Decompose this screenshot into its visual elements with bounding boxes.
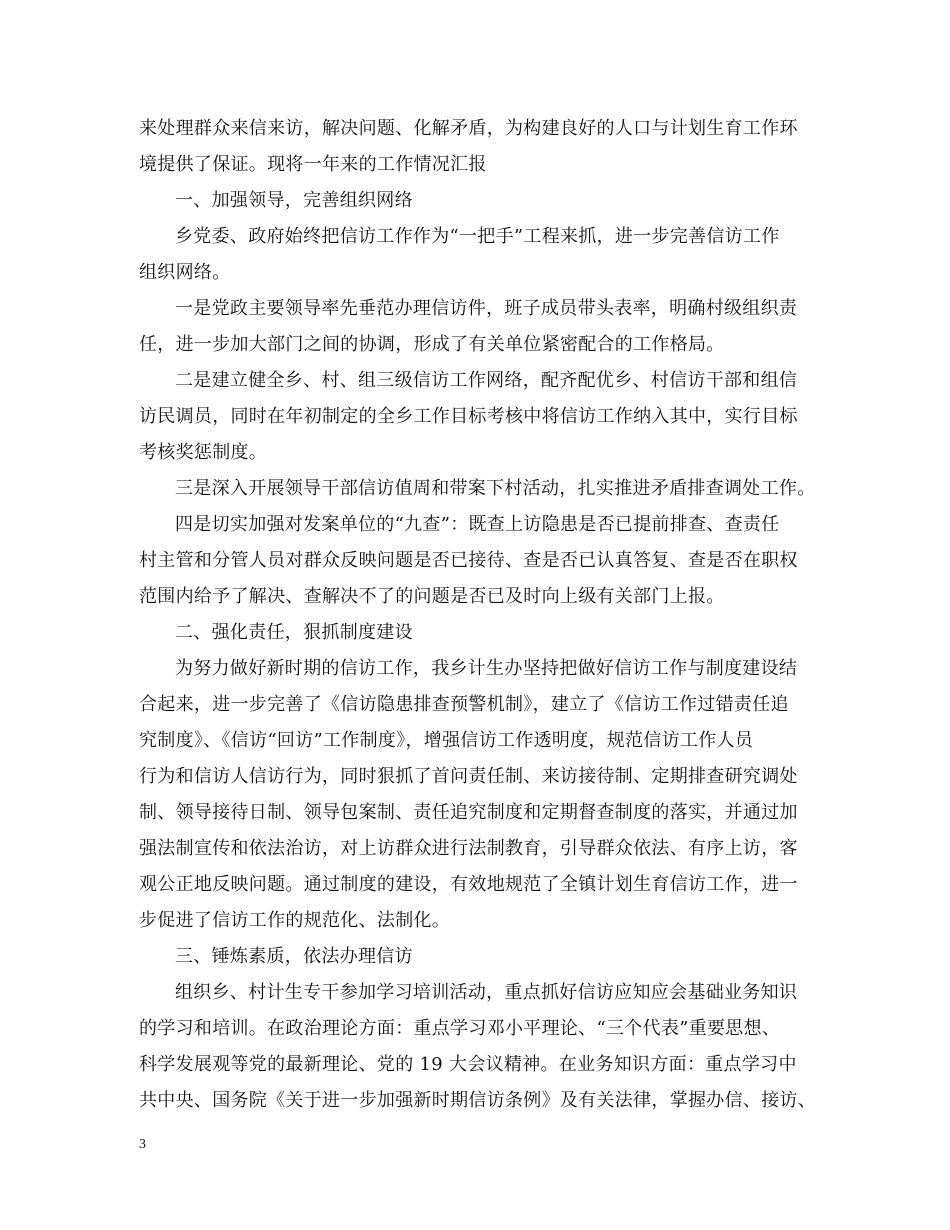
text-line: 村主管和分管人员对群众反映问题是否已接待、查是否已认真答复、查是否在职权 xyxy=(139,550,798,571)
text-line: 为努力做好新时期的信访工作，我乡计生办坚持把做好信访工作与制度建设结 xyxy=(175,658,798,679)
text-line: 强法制宣传和依法治访，对上访群众进行法制教育，引导群众依法、有序上访，客 xyxy=(139,838,798,859)
text-line: 一是党政主要领导率先垂范办理信访件，班子成员带头表率，明确村级组织责 xyxy=(175,298,798,319)
text-line: 范围内给予了解决、查解决不了的问题是否已及时向上级有关部门上报。 xyxy=(139,586,725,607)
text-line: 境提供了保证。现将一年来的工作情况汇报 xyxy=(139,154,487,175)
text-line: 访民调员，同时在年初制定的全乡工作目标考核中将信访工作纳入其中，实行目标 xyxy=(139,406,798,427)
page-number: 3 xyxy=(139,1137,146,1152)
text-line: 组织网络。 xyxy=(139,262,231,283)
section-heading: 二、强化责任，狠抓制度建设 xyxy=(175,622,413,643)
text-line: 科学发展观等党的最新理论、党的 19 大会议精神。在业务知识方面：重点学习中 xyxy=(139,1054,797,1075)
text-line: 步促进了信访工作的规范化、法制化。 xyxy=(139,910,451,931)
text-line: 四是切实加强对发案单位的“九查”：既查上访隐患是否已提前排查、查责任 xyxy=(175,514,780,535)
text-line: 三是深入开展领导干部信访值周和带案下村活动，扎实推进矛盾排查调处工作。 xyxy=(175,478,816,499)
text-line: 来处理群众来信来访，解决问题、化解矛盾，为构建良好的人口与计划生育工作环 xyxy=(139,118,798,139)
text-line: 组织乡、村计生专干参加学习培训活动，重点抓好信访应知应会基础业务知识 xyxy=(175,982,798,1003)
text-line: 的学习和培训。在政治理论方面：重点学习邓小平理论、“三个代表”重要思想、 xyxy=(139,1018,781,1039)
text-line: 二是建立健全乡、村、组三级信访工作网络，配齐配优乡、村信访干部和组信 xyxy=(175,370,798,391)
text-line: 共中央、国务院《关于进一步加强新时期信访条例》及有关法律，掌握办信、接访、 xyxy=(139,1090,817,1111)
text-line: 观公正地反映问题。通过制度的建设，有效地规范了全镇计划生育信访工作，进一 xyxy=(139,874,798,895)
section-heading: 三、锤炼素质，依法办理信访 xyxy=(175,946,413,967)
text-line: 任，进一步加大部门之间的协调，形成了有关单位紧密配合的工作格局。 xyxy=(139,334,725,355)
text-line: 究制度》、《信访“回访”工作制度》，增强信访工作透明度，规范信访工作人员 xyxy=(139,730,754,751)
text-line: 制、领导接待日制、领导包案制、责任追究制度和定期督查制度的落实，并通过加 xyxy=(139,802,798,823)
text-line: 合起来，进一步完善了《信访隐患排查预警机制》，建立了《信访工作过错责任追 xyxy=(139,694,789,715)
section-heading: 一、加强领导，完善组织网络 xyxy=(175,190,413,211)
text-line: 考核奖惩制度。 xyxy=(139,442,268,463)
text-line: 行为和信访人信访行为，同时狠抓了首问责任制、来访接待制、定期排查研究调处 xyxy=(139,766,798,787)
text-line: 乡党委、政府始终把信访工作作为“一把手”工程来抓，进一步完善信访工作 xyxy=(175,226,780,247)
